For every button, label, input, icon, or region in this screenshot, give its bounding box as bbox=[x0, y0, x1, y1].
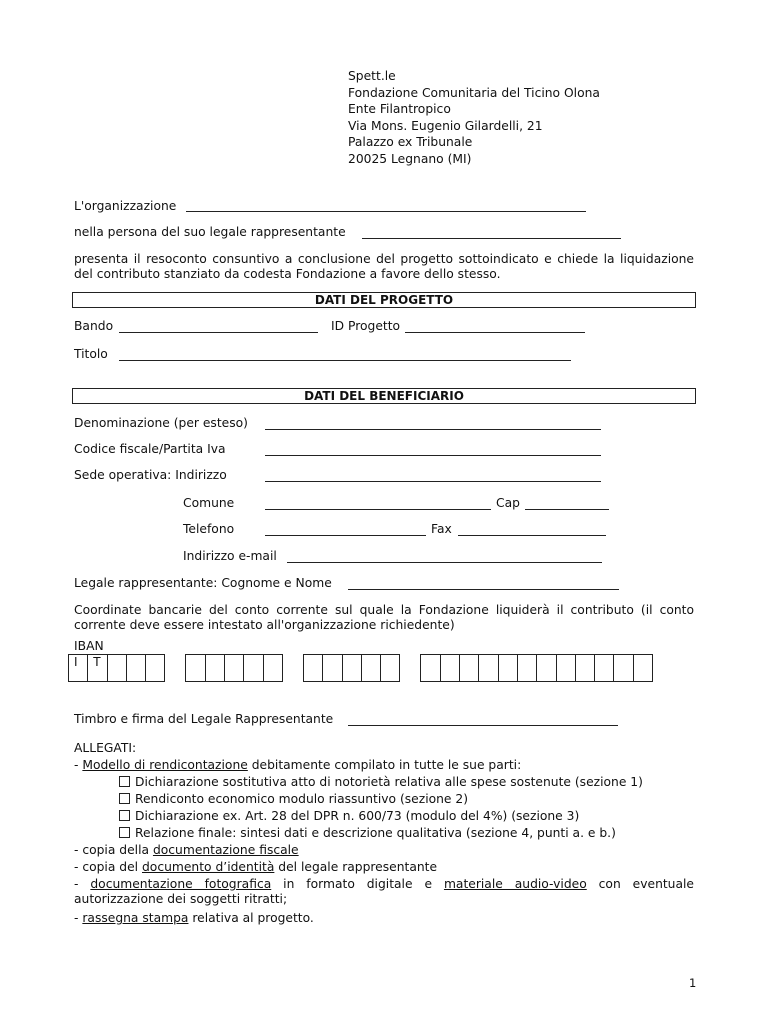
id-document-link[interactable]: documento d’identità bbox=[142, 860, 275, 874]
denomination-field[interactable] bbox=[265, 429, 601, 430]
iban-cell[interactable] bbox=[243, 654, 263, 682]
fiscal-link[interactable]: documentazione fiscale bbox=[152, 843, 299, 857]
iban-boxes bbox=[68, 654, 653, 682]
denomination-label: Denominazione (per esteso) bbox=[74, 416, 248, 430]
attachment-prefix: - bbox=[74, 877, 91, 891]
attachment-suffix: relativa al progetto. bbox=[188, 911, 314, 925]
iban-cell[interactable] bbox=[517, 654, 537, 682]
address-field[interactable] bbox=[265, 481, 601, 482]
iban-cell[interactable] bbox=[459, 654, 479, 682]
iban-cell[interactable] bbox=[185, 654, 205, 682]
project-id-field[interactable] bbox=[405, 332, 585, 333]
iban-cell[interactable] bbox=[420, 654, 440, 682]
recipient-line: Via Mons. Eugenio Gilardelli, 21 bbox=[348, 118, 543, 133]
attachments-heading: ALLEGATI: bbox=[74, 741, 137, 755]
email-label: Indirizzo e-mail bbox=[183, 549, 277, 563]
attachment-model bbox=[74, 758, 521, 773]
attachment-prefix: - copia del bbox=[74, 860, 142, 874]
checklist-label: Dichiarazione ex. Art. 28 del DPR n. 600/73 (modulo del 4%) (sezione 3) bbox=[135, 809, 580, 823]
iban-cell[interactable]: I bbox=[68, 654, 88, 682]
representative-field[interactable] bbox=[362, 238, 621, 239]
checkbox[interactable] bbox=[119, 827, 130, 838]
iban-group-country bbox=[68, 654, 165, 682]
attachment-prefix: - bbox=[74, 758, 83, 772]
iban-cell[interactable] bbox=[263, 654, 283, 682]
model-link[interactable]: Modello di rendicontazione bbox=[82, 758, 248, 772]
iban-cell[interactable] bbox=[126, 654, 146, 682]
phone-field[interactable] bbox=[265, 535, 426, 536]
representative-label: nella persona del suo legale rappresentante bbox=[74, 225, 346, 239]
beneficiary-section-title: DATI DEL BENEFICIARIO bbox=[72, 388, 696, 404]
attachment-press bbox=[74, 911, 314, 926]
checkbox[interactable] bbox=[119, 793, 130, 804]
iban-cell[interactable] bbox=[633, 654, 653, 682]
organization-field[interactable] bbox=[186, 211, 586, 212]
iban-cell[interactable] bbox=[380, 654, 400, 682]
iban-cell[interactable] bbox=[594, 654, 614, 682]
checklist-label: Dichiarazione sostitutiva atto di notorietà relativa alle spese sostenute (sezione 1) bbox=[135, 775, 643, 789]
checklist-item bbox=[119, 826, 616, 841]
checkbox[interactable] bbox=[119, 810, 130, 821]
cap-field[interactable] bbox=[525, 509, 609, 510]
tax-code-label: Codice fiscale/Partita Iva bbox=[74, 442, 226, 456]
project-id-label: ID Progetto bbox=[331, 319, 401, 333]
attachment-suffix: debitamente compilato in tutte le sue parti: bbox=[247, 758, 522, 772]
legal-rep-field[interactable] bbox=[348, 589, 619, 590]
iban-cell[interactable] bbox=[440, 654, 460, 682]
title-label: Titolo bbox=[74, 347, 108, 361]
iban-cell[interactable]: T bbox=[87, 654, 107, 682]
iban-cell[interactable] bbox=[556, 654, 576, 682]
attachment-prefix: - copia della bbox=[74, 843, 153, 857]
iban-group-abi bbox=[185, 654, 282, 682]
iban-cell[interactable] bbox=[224, 654, 244, 682]
bank-text: Coordinate bancarie del conto corrente sul quale la Fondazione liquiderà il contributo (il conto corrente deve essere intestato all'organizzazione richiedente) bbox=[74, 603, 694, 632]
bando-field[interactable] bbox=[119, 332, 318, 333]
attachment-suffix: del legale rappresentante bbox=[274, 860, 438, 874]
cap-label: Cap bbox=[496, 496, 520, 510]
press-link[interactable]: rassegna stampa bbox=[82, 911, 189, 925]
address-label: Sede operativa: Indirizzo bbox=[74, 468, 227, 482]
iban-group-cab bbox=[303, 654, 400, 682]
signature-field[interactable] bbox=[348, 725, 618, 726]
checklist-item bbox=[119, 775, 643, 790]
iban-group-account bbox=[420, 654, 653, 682]
city-label: Comune bbox=[183, 496, 235, 510]
iban-cell[interactable] bbox=[478, 654, 498, 682]
iban-cell[interactable] bbox=[107, 654, 127, 682]
tax-code-field[interactable] bbox=[265, 455, 601, 456]
iban-cell[interactable] bbox=[342, 654, 362, 682]
fax-label: Fax bbox=[431, 522, 452, 536]
iban-cell[interactable] bbox=[303, 654, 323, 682]
attachment-mid: in formato digitale e bbox=[271, 877, 444, 891]
phone-label: Telefono bbox=[183, 522, 235, 536]
legal-rep-label: Legale rappresentante: Cognome e Nome bbox=[74, 576, 332, 590]
recipient-line: Palazzo ex Tribunale bbox=[348, 135, 473, 149]
bando-label: Bando bbox=[74, 319, 114, 333]
iban-cell[interactable] bbox=[498, 654, 518, 682]
iban-label: IBAN bbox=[74, 639, 104, 653]
attachment-fiscal bbox=[74, 843, 299, 858]
signature-label: Timbro e firma del Legale Rappresentante bbox=[74, 712, 334, 726]
intro-statement: presenta il resoconto consuntivo a conclusione del progetto sottoindicato e chiede la liquidazione del contributo stanziato da codesta Fondazione a favore dello stesso. bbox=[74, 252, 694, 281]
attachment-suffix: con eventuale autorizzazione dei soggetti ritratti; bbox=[74, 877, 694, 906]
recipient-address bbox=[348, 68, 600, 167]
attachment-prefix: - bbox=[74, 911, 83, 925]
recipient-line: Spett.le bbox=[348, 69, 396, 83]
checklist-label: Relazione finale: sintesi dati e descrizione qualitativa (sezione 4, punti a. e b.) bbox=[135, 826, 616, 840]
attachment-id bbox=[74, 860, 437, 875]
email-field[interactable] bbox=[287, 562, 602, 563]
recipient-line: Fondazione Comunitaria del Ticino Olona bbox=[348, 85, 600, 100]
iban-cell[interactable] bbox=[322, 654, 342, 682]
checklist-item bbox=[119, 792, 468, 807]
project-section-title: DATI DEL PROGETTO bbox=[72, 292, 696, 308]
iban-cell[interactable] bbox=[205, 654, 225, 682]
recipient-line: 20025 Legnano (MI) bbox=[348, 151, 472, 166]
organization-label: L'organizzazione bbox=[74, 199, 177, 213]
iban-cell[interactable] bbox=[145, 654, 165, 682]
recipient-line: Ente Filantropico bbox=[348, 102, 451, 116]
iban-cell[interactable] bbox=[575, 654, 595, 682]
page-number: 1 bbox=[689, 976, 697, 990]
fax-field[interactable] bbox=[458, 535, 606, 536]
iban-cell[interactable] bbox=[613, 654, 633, 682]
checklist-label: Rendiconto economico modulo riassuntivo (sezione 2) bbox=[135, 792, 469, 806]
photo-link[interactable]: documentazione fotografica bbox=[90, 877, 272, 891]
checkbox[interactable] bbox=[119, 776, 130, 787]
iban-cell[interactable] bbox=[361, 654, 381, 682]
checklist-item bbox=[119, 809, 579, 824]
title-field[interactable] bbox=[119, 360, 571, 361]
media-link[interactable]: materiale audio-video bbox=[443, 877, 587, 891]
city-field[interactable] bbox=[265, 509, 491, 510]
attachment-photo bbox=[74, 877, 694, 907]
iban-cell[interactable] bbox=[536, 654, 556, 682]
